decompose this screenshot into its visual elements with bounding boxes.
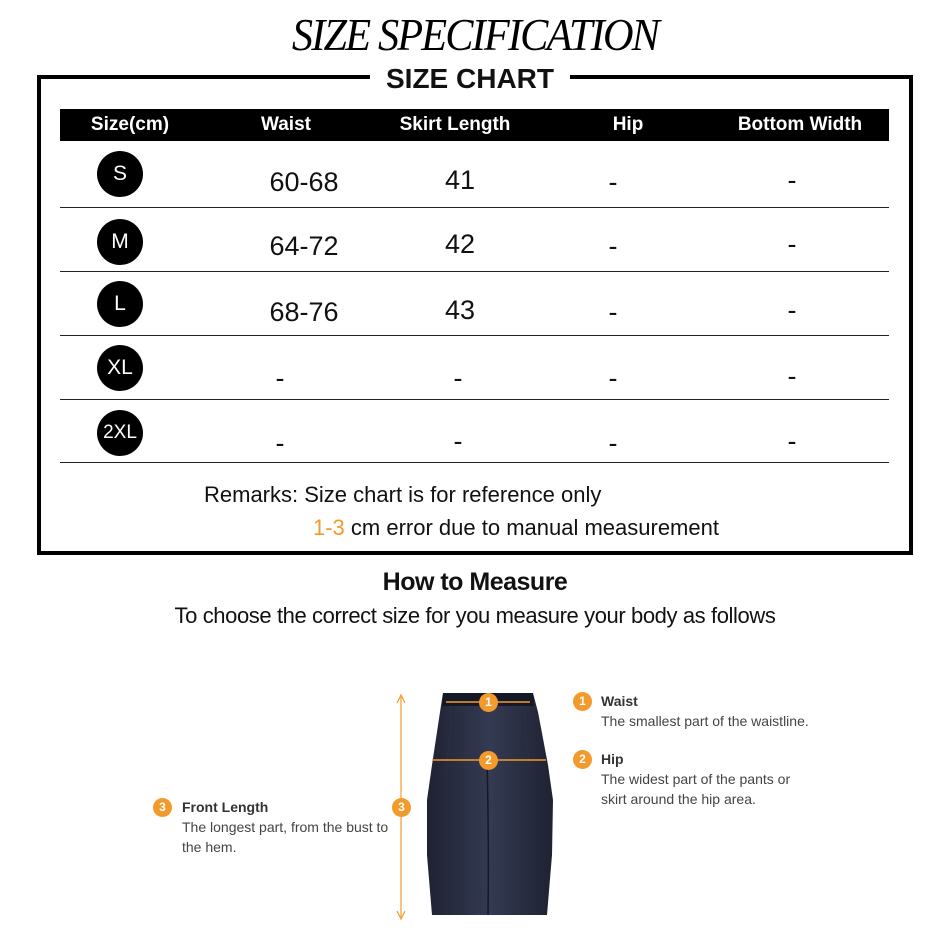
waist-legend-number: 1 [573, 692, 592, 711]
waist-value: - [275, 363, 285, 393]
header-skirt-length: Skirt Length [399, 114, 511, 135]
waist-value: 68-76 [269, 297, 339, 327]
waist-legend-title: Waist [601, 693, 638, 709]
header-hip: Hip [612, 114, 644, 135]
front-length-legend-desc-1: The longest part, from the bust to [182, 819, 389, 835]
header-bottom-width: Bottom Width [737, 114, 863, 135]
bottom-value: - [787, 229, 797, 259]
page-title: SIZE SPECIFICATION [291, 9, 659, 60]
hip-legend-desc-1: The widest part of the pants or [601, 771, 791, 787]
front-length-legend-desc-2: the hem. [182, 839, 237, 855]
header-waist: Waist [261, 114, 311, 135]
front-length-legend-title: Front Length [182, 799, 269, 815]
length-value: 43 [444, 295, 476, 325]
front-length-marker: 3 [392, 798, 411, 817]
bottom-value: - [787, 165, 797, 195]
waist-marker: 1 [479, 693, 498, 712]
bottom-value: - [787, 361, 797, 391]
waist-value: - [275, 428, 285, 458]
front-length-legend-number: 3 [153, 798, 172, 817]
size-chart-label: SIZE CHART [370, 62, 570, 96]
how-to-measure-title: How to Measure [382, 568, 568, 596]
length-value: 41 [444, 165, 476, 195]
size-badge-m: M [97, 219, 143, 265]
bottom-value: - [787, 426, 797, 456]
how-to-measure-subtitle: To choose the correct size for you measure your body as follows [174, 603, 776, 628]
hip-value: - [608, 363, 618, 393]
error-range: 1-3 [313, 515, 345, 540]
remarks-line-2-text: cm error due to manual measurement [344, 515, 719, 540]
hip-value: - [608, 297, 618, 327]
length-value: 42 [444, 229, 476, 259]
size-badge-xl: XL [97, 345, 143, 391]
hip-value: - [608, 428, 618, 458]
hip-value: - [608, 167, 618, 197]
skirt-shape [427, 693, 553, 915]
hip-legend-number: 2 [573, 750, 592, 769]
size-badge-l: L [97, 281, 143, 327]
bottom-value: - [787, 295, 797, 325]
size-badge-s: S [97, 151, 143, 197]
hip-legend-desc-2: skirt around the hip area. [601, 791, 756, 807]
length-value: - [453, 426, 463, 456]
waist-value: 60-68 [269, 167, 339, 197]
length-value: - [453, 363, 463, 393]
remarks-line-1: Remarks: Size chart is for reference only [204, 482, 602, 507]
header-size: Size(cm) [90, 114, 170, 135]
size-badge-2xl: 2XL [97, 410, 143, 456]
hip-legend-title: Hip [601, 751, 624, 767]
hip-value: - [608, 231, 618, 261]
waist-value: 64-72 [269, 231, 339, 261]
waist-legend-desc: The smallest part of the waistline. [601, 713, 809, 729]
hip-marker: 2 [479, 751, 498, 770]
